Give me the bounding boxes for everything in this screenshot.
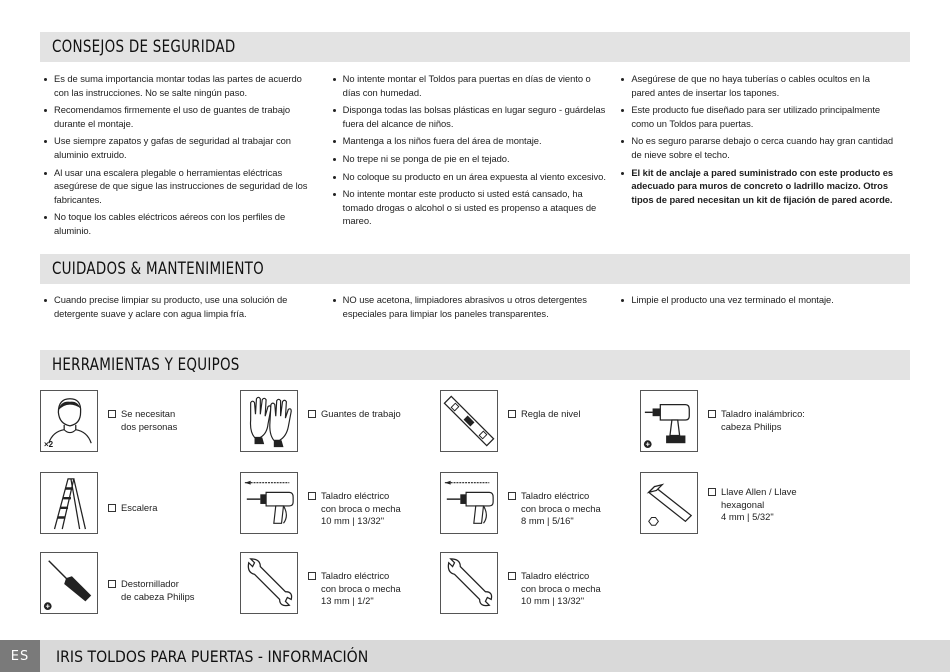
tool-electric-drill-8mm — [440, 472, 601, 534]
tool-label: Taladro eléctrico con broca o mecha 13 mm | 1/2" — [321, 570, 401, 607]
safety-col-3 — [621, 72, 910, 242]
tool-wrench-13mm — [240, 552, 401, 614]
section-title: CUIDADOS & MANTENIMIENTO — [52, 259, 265, 279]
ladder-icon — [40, 472, 98, 534]
bullet-item: Al usar una escalera plegable o herramientas eléctricas asegúrese de que sigue las instrucciones de seguridad de los fabricantes. — [44, 166, 319, 207]
bullet-item: NO use acetona, limpiadores abrasivos u otros detergentes especiales para limpiar los paneles transparentes. — [333, 293, 608, 320]
tool-ladder — [40, 472, 157, 534]
safety-columns — [44, 72, 910, 242]
bullet-item: No trepe ni se ponga de pie en el tejado. — [333, 152, 608, 166]
tool-label: Taladro eléctrico con broca o mecha 10 mm | 13/32" — [321, 490, 401, 527]
tool-label: Guantes de trabajo — [321, 408, 401, 419]
allen-key-icon — [640, 472, 698, 534]
checkbox[interactable] — [108, 410, 116, 418]
care-col-3 — [621, 293, 910, 324]
care-col-1 — [44, 293, 333, 324]
tool-label: Escalera — [121, 502, 158, 513]
electric-drill-icon — [440, 472, 498, 534]
bullet-item: No toque los cables eléctricos aéreos con los perfiles de aluminio. — [44, 210, 319, 237]
tool-wrench-10mm — [440, 552, 601, 614]
tool-label: Taladro eléctrico con broca o mecha 8 mm | 5/16" — [521, 490, 601, 527]
checkbox[interactable] — [308, 572, 316, 580]
bullet-item: Asegúrese de que no haya tuberías o cables ocultos en la pared antes de insertar los tapones. — [621, 72, 896, 99]
wrench-icon — [440, 552, 498, 614]
checkbox[interactable] — [508, 492, 516, 500]
bullet-item: Disponga todas las bolsas plásticas en lugar seguro - guárdelas fuera del alcance de niños. — [333, 103, 608, 130]
cordless-drill-icon — [640, 390, 698, 452]
section-header-care — [40, 254, 910, 284]
checkbox[interactable] — [708, 488, 716, 496]
bullet-item: Mantenga a los niños fuera del área de montaje. — [333, 134, 608, 148]
bullet-item: Limpie el producto una vez terminado el montaje. — [621, 293, 896, 307]
spirit-level-icon — [440, 390, 498, 452]
care-columns — [44, 293, 910, 324]
section-header-safety — [40, 32, 910, 62]
tool-two-people — [40, 390, 177, 452]
tool-electric-drill-10mm — [240, 472, 401, 534]
tool-level — [440, 390, 580, 452]
checkbox[interactable] — [308, 492, 316, 500]
bullet-item: Use siempre zapatos y gafas de seguridad al trabajar con aluminio extruido. — [44, 134, 319, 161]
safety-col-1 — [44, 72, 333, 242]
tool-label: Destornillador de cabeza Philips — [121, 578, 195, 602]
electric-drill-icon — [240, 472, 298, 534]
tool-label: Regla de nivel — [521, 408, 581, 419]
checkbox[interactable] — [708, 410, 716, 418]
screwdriver-icon — [40, 552, 98, 614]
tool-label: Llave Allen / Llave hexagonal 4 mm | 5/32" — [721, 486, 797, 523]
tool-label: Taladro eléctrico con broca o mecha 10 mm | 13/32" — [521, 570, 601, 607]
page-footer — [0, 640, 950, 672]
checkbox[interactable] — [508, 572, 516, 580]
tool-cordless-drill — [640, 390, 805, 452]
tool-screwdriver — [40, 552, 195, 614]
tool-gloves — [240, 390, 401, 452]
section-title: HERRAMIENTAS Y EQUIPOS — [52, 355, 240, 375]
safety-col-2 — [333, 72, 622, 242]
tool-label: Taladro inalámbrico: cabeza Philips — [721, 408, 805, 432]
checkbox[interactable] — [108, 504, 116, 512]
tool-label: Se necesitan dos personas — [121, 408, 178, 432]
wrench-icon — [240, 552, 298, 614]
checkbox[interactable] — [108, 580, 116, 588]
two-people-icon — [40, 390, 98, 452]
tool-allen-key — [640, 472, 797, 534]
bullet-item: Cuando precise limpiar su producto, use una solución de detergente suave y aclare con agua limpia fría. — [44, 293, 319, 320]
section-header-tools — [40, 350, 910, 380]
people-count-badge: ×2 — [44, 440, 54, 449]
checkbox[interactable] — [508, 410, 516, 418]
section-title: CONSEJOS DE SEGURIDAD — [52, 37, 236, 57]
bullet-item: No intente montar el Toldos para puertas en días de viento o días con humedad. — [333, 72, 608, 99]
footer-title: IRIS TOLDOS PARA PUERTAS - INFORMACIÓN — [56, 646, 369, 666]
checkbox[interactable] — [308, 410, 316, 418]
bullet-item: No es seguro pararse debajo o cerca cuando hay gran cantidad de nieve sobre el techo. — [621, 134, 896, 161]
wall-anchor-note: El kit de anclaje a pared suministrado con este producto es adecuado para muros de concreto o ladrillo macizo. Otros tipos de pared necesitan un kit de fijación de pared acorde. — [621, 166, 896, 207]
bullet-item: Recomendamos firmemente el uso de guantes de trabajo durante el montaje. — [44, 103, 319, 130]
work-gloves-icon — [240, 390, 298, 452]
language-badge: ES — [0, 640, 40, 672]
bullet-item: No coloque su producto en un área expuesta al viento excesivo. — [333, 170, 608, 184]
bullet-item: Este producto fue diseñado para ser utilizado principalmente como un Toldos para puertas. — [621, 103, 896, 130]
bullet-item: Es de suma importancia montar todas las partes de acuerdo con las instrucciones. No se salte ningún paso. — [44, 72, 319, 99]
care-col-2 — [333, 293, 622, 324]
bullet-item: No intente montar este producto si usted está cansado, ha tomado drogas o alcohol o si usted es propenso a ataques de mareo. — [333, 187, 608, 228]
